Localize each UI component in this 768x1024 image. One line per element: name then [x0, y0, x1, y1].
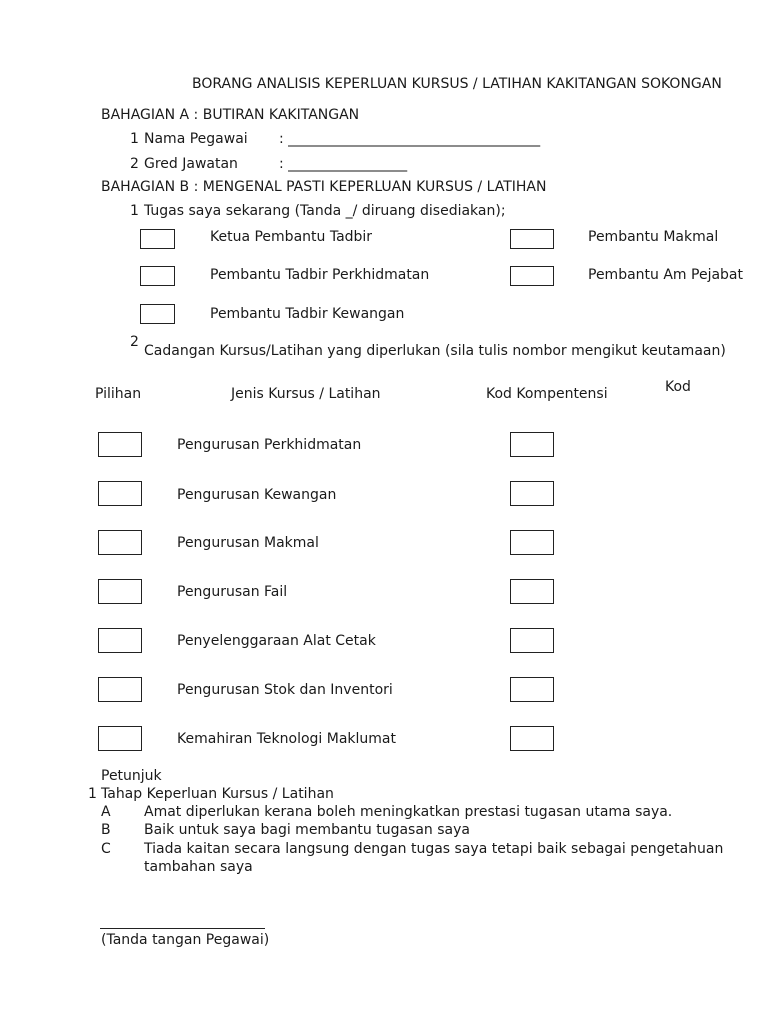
q2-text: Cadangan Kursus/Latihan yang diperlukan (sila tulis nombor mengikut keutamaan): [144, 343, 726, 359]
pilihan-box[interactable]: [98, 579, 142, 604]
field-gred-number: 2: [130, 156, 139, 172]
option-checkbox-pembantu-makmal[interactable]: [510, 229, 554, 249]
signature-line[interactable]: [100, 928, 265, 929]
header-pilihan: Pilihan: [95, 386, 142, 402]
course-name: Pengurusan Kewangan: [177, 487, 337, 503]
field-nama-label: Nama Pegawai: [144, 131, 248, 147]
kod-box[interactable]: [510, 432, 554, 457]
form-title: BORANG ANALISIS KEPERLUAN KURSUS / LATIHAN KAKITANGAN SOKONGAN: [192, 76, 722, 92]
pilihan-box[interactable]: [98, 432, 142, 457]
q2-number: 2: [130, 334, 139, 350]
course-name: Penyelenggaraan Alat Cetak: [177, 633, 376, 649]
petunjuk-subheading: Tahap Keperluan Kursus / Latihan: [101, 786, 334, 802]
field-gred-value[interactable]: : _________________: [279, 156, 408, 172]
option-checkbox-ketua-pembantu-tadbir[interactable]: [140, 229, 175, 249]
petunjuk-number: 1: [88, 786, 97, 802]
kod-box[interactable]: [510, 628, 554, 653]
level-text-c: Tiada kaitan secara langsung dengan tugas saya tetapi baik sebagai pengetahuan: [144, 841, 724, 857]
option-label-pembantu-makmal: Pembantu Makmal: [588, 229, 719, 245]
kod-box[interactable]: [510, 726, 554, 751]
pilihan-box[interactable]: [98, 530, 142, 555]
course-name: Kemahiran Teknologi Maklumat: [177, 731, 396, 747]
option-checkbox-pembantu-tadbir-kewangan[interactable]: [140, 304, 175, 324]
pilihan-box[interactable]: [98, 481, 142, 506]
kod-box[interactable]: [510, 579, 554, 604]
option-checkbox-pembantu-tadbir-perkhidmatan[interactable]: [140, 266, 175, 286]
level-letter-c: C: [101, 841, 111, 857]
field-nama-number: 1: [130, 131, 139, 147]
level-letter-a: A: [101, 804, 111, 820]
course-name: Pengurusan Fail: [177, 584, 288, 600]
kod-box[interactable]: [510, 481, 554, 506]
option-label-pembantu-tadbir-perkhidmatan: Pembantu Tadbir Perkhidmatan: [210, 267, 430, 283]
q1-number: 1: [130, 203, 139, 219]
level-letter-b: B: [101, 822, 111, 838]
q1-text: Tugas saya sekarang (Tanda _/ diruang disediakan);: [144, 203, 506, 219]
pilihan-box[interactable]: [98, 628, 142, 653]
option-label-ketua-pembantu-tadbir: Ketua Pembantu Tadbir: [210, 229, 373, 245]
pilihan-box[interactable]: [98, 677, 142, 702]
level-text-c-cont: tambahan saya: [144, 859, 253, 875]
section-b-heading: BAHAGIAN B : MENGENAL PASTI KEPERLUAN KURSUS / LATIHAN: [101, 179, 547, 195]
option-label-pembantu-tadbir-kewangan: Pembantu Tadbir Kewangan: [210, 306, 405, 322]
pilihan-box[interactable]: [98, 726, 142, 751]
header-kod-2: Kod: [665, 379, 691, 395]
header-kod-kompentensi: Kod Kompentensi: [486, 386, 608, 402]
section-a-heading: BAHAGIAN A : BUTIRAN KAKITANGAN: [101, 107, 360, 123]
course-name: Pengurusan Makmal: [177, 535, 319, 551]
option-label-pembantu-am-pejabat: Pembantu Am Pejabat: [588, 267, 743, 283]
signature-label: (Tanda tangan Pegawai): [101, 932, 270, 948]
level-text-b: Baik untuk saya bagi membantu tugasan saya: [144, 822, 470, 838]
course-name: Pengurusan Perkhidmatan: [177, 437, 362, 453]
petunjuk-heading: Petunjuk: [101, 768, 162, 784]
header-jenis-kursus: Jenis Kursus / Latihan: [231, 386, 381, 402]
kod-box[interactable]: [510, 530, 554, 555]
level-text-a: Amat diperlukan kerana boleh meningkatkan prestasi tugasan utama saya.: [144, 804, 673, 820]
field-gred-label: Gred Jawatan: [144, 156, 238, 172]
course-name: Pengurusan Stok dan Inventori: [177, 682, 393, 698]
field-nama-value[interactable]: : ____________________________________: [279, 131, 541, 147]
option-checkbox-pembantu-am-pejabat[interactable]: [510, 266, 554, 286]
kod-box[interactable]: [510, 677, 554, 702]
